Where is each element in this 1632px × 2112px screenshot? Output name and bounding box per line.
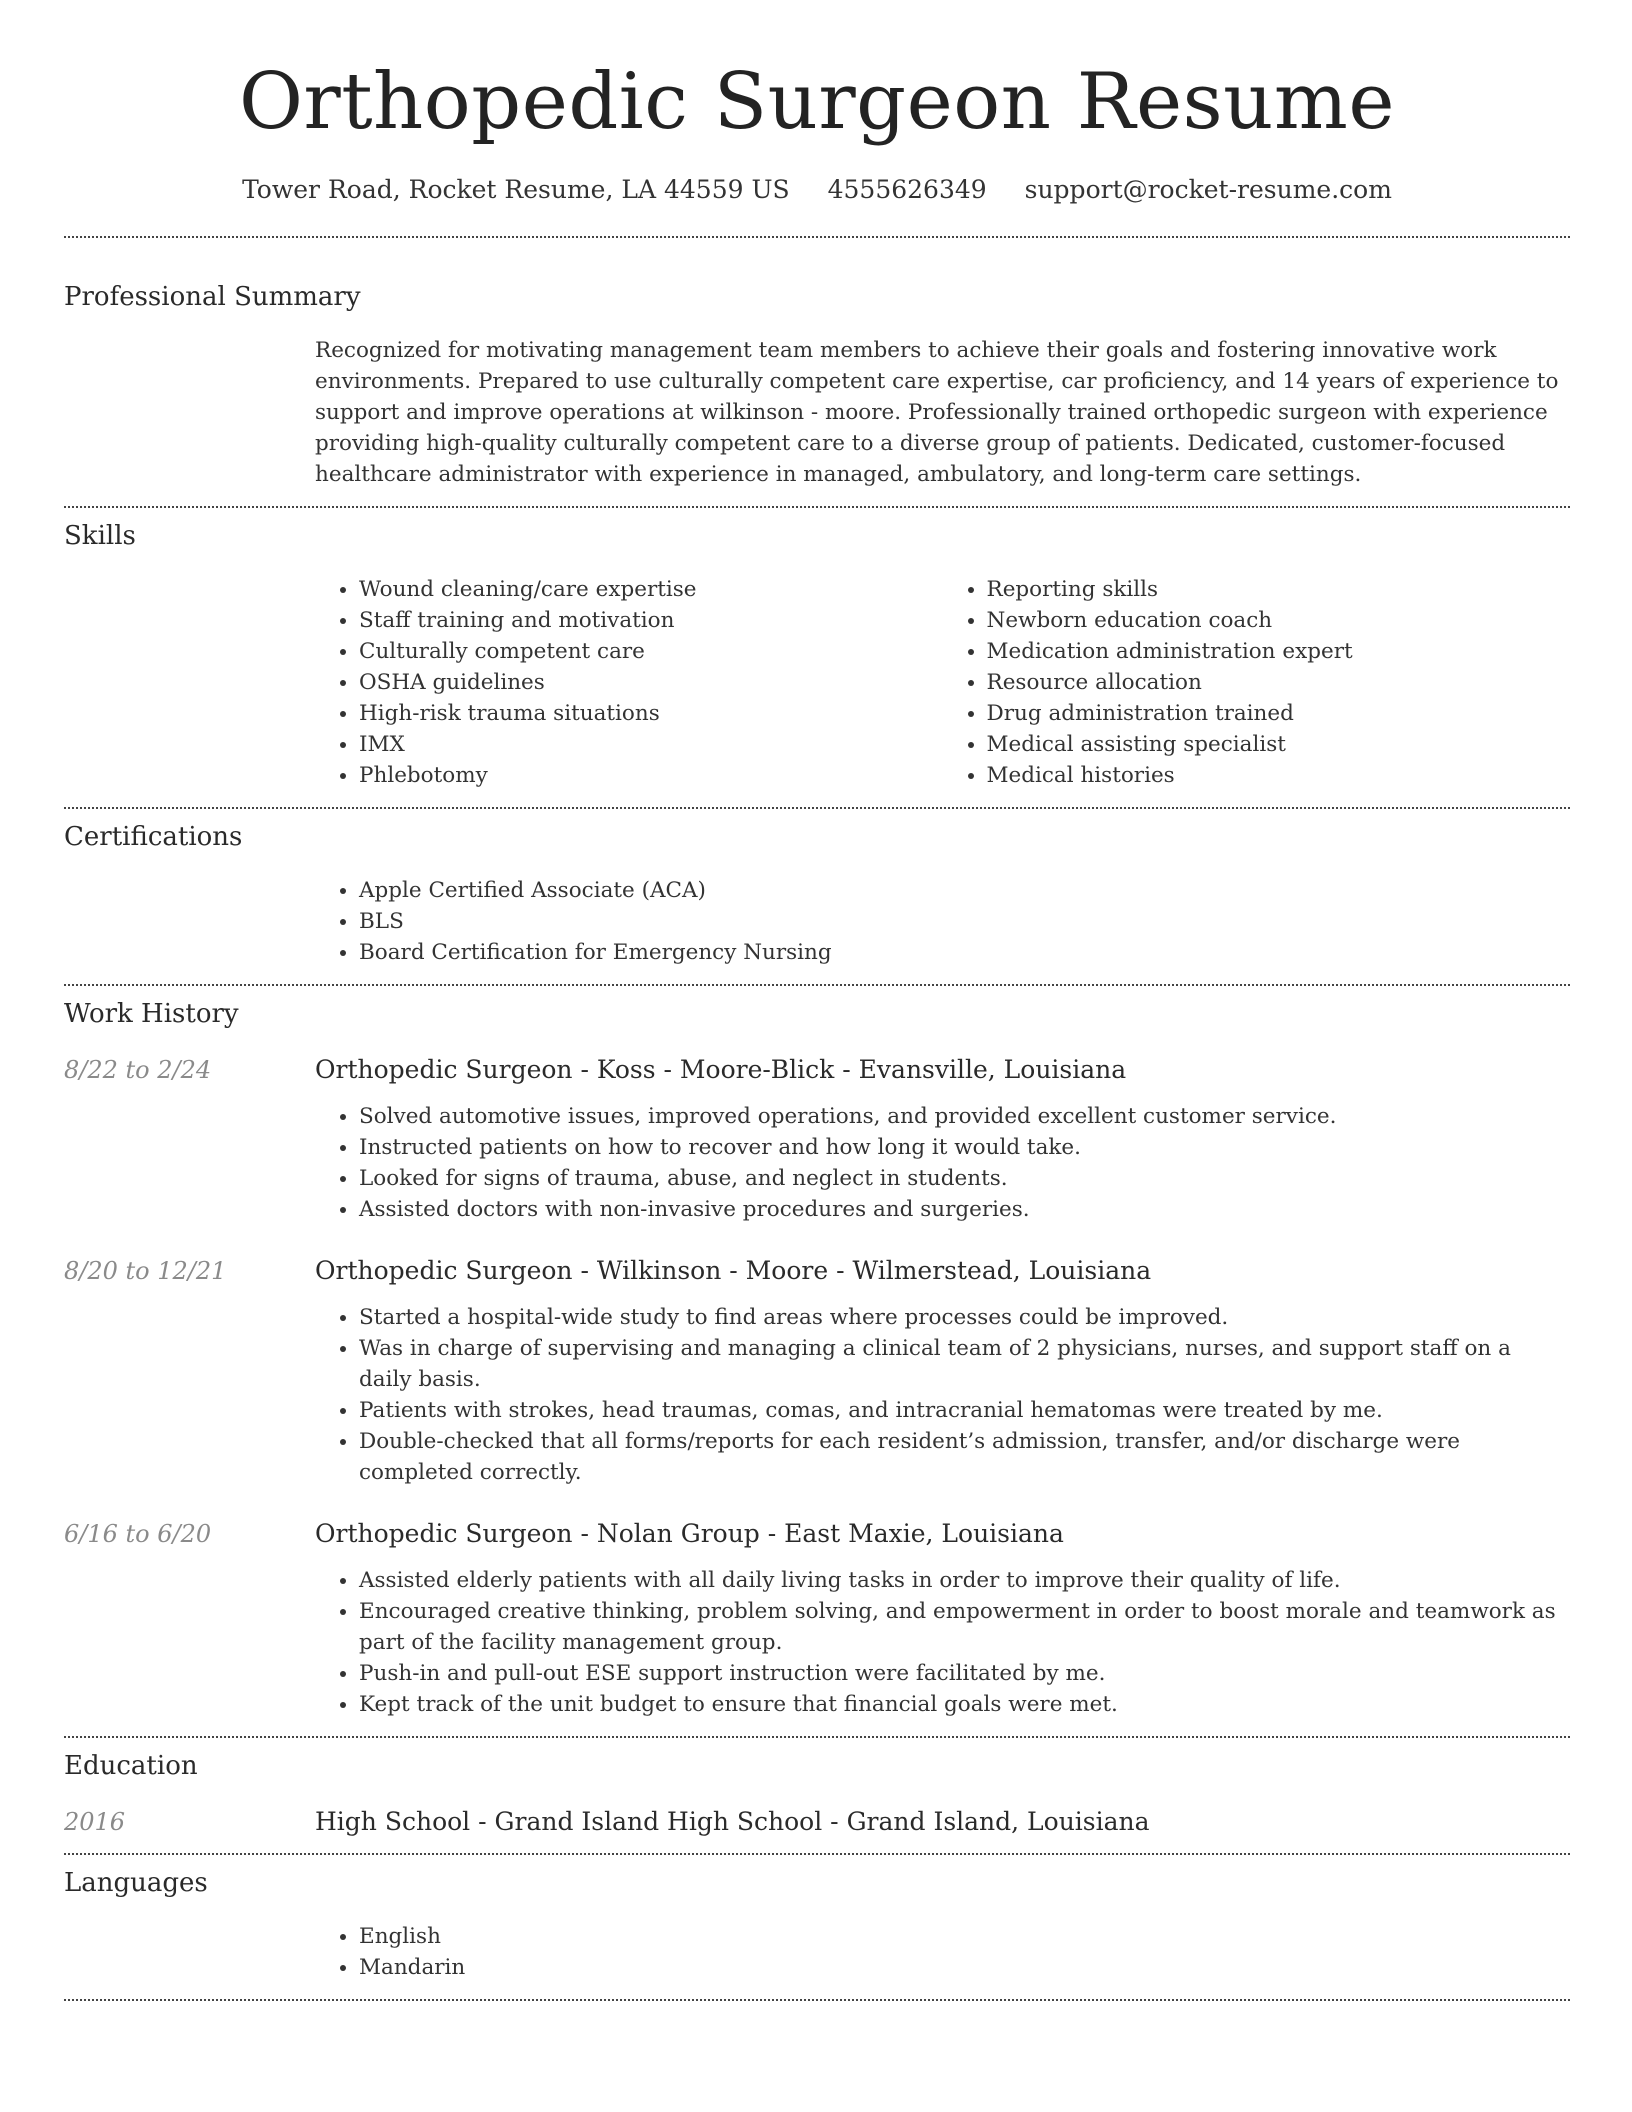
certification-item: • Board Certification for Emergency Nursing [359, 937, 1570, 968]
work-history-section [64, 997, 1570, 1720]
job-bullet: • Kept track of the unit budget to ensure that financial goals were met. [359, 1689, 1570, 1720]
skill-item: • Wound cleaning/care expertise [359, 574, 943, 605]
skill-item: • Newborn education coach [987, 605, 1571, 636]
skills-heading: Skills [64, 521, 136, 551]
skill-item: • Medication administration expert [987, 636, 1571, 667]
education-heading: Education [64, 1751, 198, 1781]
languages-section [64, 1866, 1570, 1983]
work-history-heading: Work History [64, 999, 239, 1029]
education-section [64, 1749, 1570, 1839]
job-bullet: • Double-checked that all forms/reports for each resident’s admission, transfer, and/or discharge were completed correctly. [359, 1426, 1570, 1488]
contact-email: support@rocket-resume.com [1024, 175, 1392, 204]
skill-item: • IMX [359, 729, 943, 760]
skill-item: • Resource allocation [987, 667, 1571, 698]
skill-item: • OSHA guidelines [359, 667, 943, 698]
skill-item: • High-risk trauma situations [359, 698, 943, 729]
certifications-section [64, 820, 1570, 968]
divider [64, 236, 1570, 238]
job-bullet: • Assisted doctors with non-invasive procedures and surgeries. [359, 1194, 1570, 1225]
skills-section [64, 519, 1570, 791]
skills-list-left [315, 574, 943, 791]
job-entry [64, 1517, 1570, 1720]
education-entry: High School - Grand Island High School - Grand Island, Louisiana [315, 1807, 1150, 1836]
skill-item: • Medical assisting specialist [987, 729, 1571, 760]
job-dates: 8/20 to 12/21 [64, 1257, 227, 1285]
job-dates: 8/22 to 2/24 [64, 1056, 212, 1084]
job-bullet: • Push-in and pull-out ESE support instruction were facilitated by me. [359, 1658, 1570, 1689]
job-entry [64, 1254, 1570, 1488]
resume-page [64, 0, 1570, 2001]
certification-item: • Apple Certified Associate (ACA) [359, 875, 1570, 906]
skill-item: • Culturally competent care [359, 636, 943, 667]
job-title: Orthopedic Surgeon - Koss - Moore-Blick - Evansville, Louisiana [315, 1055, 1127, 1084]
job-bullet: • Encouraged creative thinking, problem solving, and empowerment in order to boost morale and teamwork as part of the facility management group. [359, 1596, 1570, 1658]
job-bullet: • Assisted elderly patients with all daily living tasks in order to improve their quality of life. [359, 1565, 1570, 1596]
languages-heading: Languages [64, 1868, 208, 1898]
job-bullet: • Patients with strokes, head traumas, comas, and intracranial hematomas were treated by me. [359, 1395, 1570, 1426]
education-year: 2016 [64, 1808, 126, 1836]
job-dates: 6/16 to 6/20 [64, 1520, 212, 1548]
job-bullets [315, 1101, 1570, 1225]
language-item: • English [359, 1921, 1570, 1952]
job-bullet: • Was in charge of supervising and managing a clinical team of 2 physicians, nurses, and support staff on a daily basis. [359, 1333, 1570, 1395]
job-bullet: • Solved automotive issues, improved operations, and provided excellent customer service. [359, 1101, 1570, 1132]
skill-item: • Drug administration trained [987, 698, 1571, 729]
skill-item: • Medical histories [987, 760, 1571, 791]
job-bullet: • Instructed patients on how to recover and how long it would take. [359, 1132, 1570, 1163]
language-item: • Mandarin [359, 1952, 1570, 1983]
job-title: Orthopedic Surgeon - Nolan Group - East Maxie, Louisiana [315, 1519, 1064, 1548]
job-bullet: • Looked for signs of trauma, abuse, and neglect in students. [359, 1163, 1570, 1194]
summary-heading: Professional Summary [64, 282, 361, 312]
summary-section [64, 280, 1570, 490]
skills-list-right [943, 574, 1571, 791]
contact-address: Tower Road, Rocket Resume, LA 44559 US [242, 175, 790, 204]
divider [64, 1736, 1570, 1738]
certifications-heading: Certifications [64, 822, 243, 852]
job-entry [64, 1053, 1570, 1225]
skill-item: • Reporting skills [987, 574, 1571, 605]
job-bullet: • Started a hospital-wide study to find areas where processes could be improved. [359, 1302, 1570, 1333]
divider [64, 1999, 1570, 2001]
skill-item: • Staff training and motivation [359, 605, 943, 636]
divider [64, 506, 1570, 508]
divider [64, 984, 1570, 986]
contact-line [64, 172, 1570, 208]
skill-item: • Phlebotomy [359, 760, 943, 791]
certifications-list [315, 875, 1570, 968]
certification-item: • BLS [359, 906, 1570, 937]
job-bullets [315, 1302, 1570, 1488]
languages-list [315, 1921, 1570, 1983]
summary-text: Recognized for motivating management team members to achieve their goals and fostering innovative work environments. Prepared to use culturally competent care expertise, car proficiency, and 14 years of experience to support and improve operations at wilkinson - moore. Professionally trained orthopedic surgeon with experience providing high-quality culturally competent care to a diverse group of patients. Dedicated, customer-focused healthcare administrator with experience in managed, ambulatory, and long-term care settings. [315, 338, 1559, 487]
divider [64, 807, 1570, 809]
contact-phone: 4555626349 [827, 175, 987, 204]
divider [64, 1853, 1570, 1855]
resume-title: Orthopedic Surgeon Resume [238, 57, 1396, 147]
job-bullets [315, 1565, 1570, 1720]
job-title: Orthopedic Surgeon - Wilkinson - Moore - Wilmerstead, Louisiana [315, 1256, 1152, 1285]
